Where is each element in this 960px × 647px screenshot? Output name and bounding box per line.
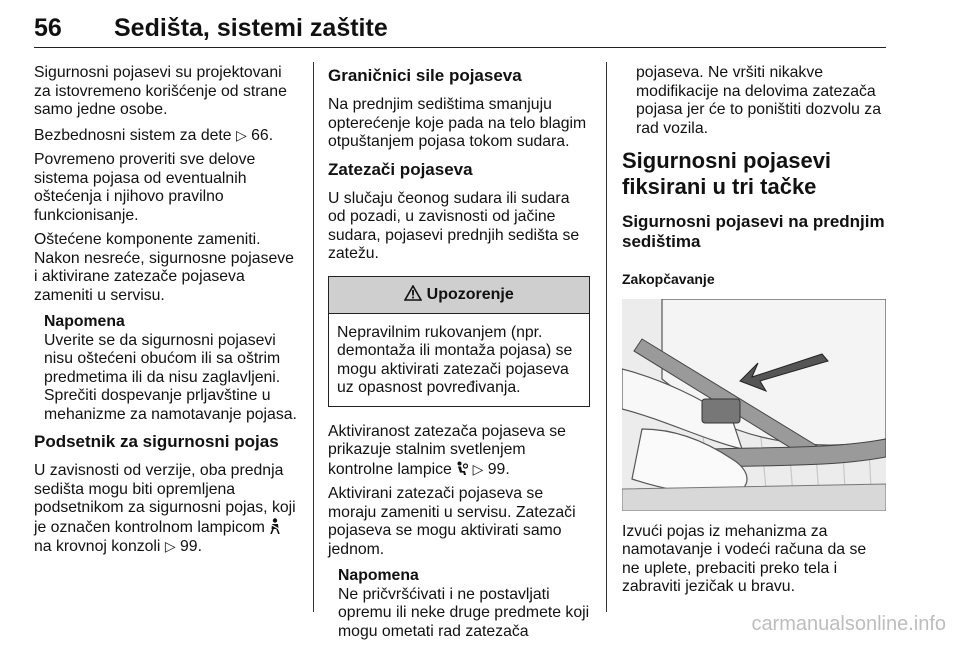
warning-box: [328, 276, 590, 407]
warning-header: [329, 277, 589, 314]
column-divider: [606, 62, 607, 612]
page-reference[interactable]: 99.: [180, 538, 202, 555]
topic-heading: Zakopčavanje: [622, 271, 715, 287]
paragraph: Izvući pojas iz mehanizma za namotavanje i vodeći računa da se ne uplete, prebaciti preko tela i zabraviti jezičak u bravu.: [622, 522, 867, 595]
note-heading: Napomena: [338, 567, 419, 584]
seatbelt-fastening-illustration: [622, 299, 886, 511]
note-heading: Napomena: [44, 313, 125, 330]
page-reference[interactable]: 99.: [487, 460, 510, 478]
paragraph: Povremeno proveriti sve delove sistema pojasa od eventualnih oštećenja i njihovo pravilno funkcionisanje.: [34, 151, 256, 224]
column-1: [34, 64, 300, 563]
ref-arrow-icon: ▷: [164, 538, 176, 554]
paragraph-text: na krovnoj konzoli: [34, 538, 161, 555]
column-3: [622, 64, 888, 603]
paragraph-text: U zavisnosti od verzije, oba prednja sedišta mogu biti opremljena podsetnikom za sigurnosni pojas, koji je označen kontrolnom lampicom: [34, 462, 296, 536]
warning-triangle-icon: [404, 285, 422, 301]
paragraph: U slučaju čeonog sudara ili sudara od pozadi, u zavisnosti od jačine sudara, pojasevi prednjih sedišta se zatežu.: [328, 189, 580, 262]
ref-arrow-icon: ▷: [235, 126, 247, 143]
note-body: Uverite se da sigurnosni pojasevi nisu oštećeni obućom ili sa oštrim predmetima ili da nisu zaglavljeni. Sprečiti dospevanje prljavštine u mehanizme za namotavanje pojasa.: [44, 331, 297, 423]
watermark: carmanualsonline.info: [751, 613, 946, 635]
paragraph: Na prednjim sedištima smanjuju opterećenje koje pada na telo blagim otpuštanjem pojasa tokom sudara.: [328, 96, 587, 150]
paragraph: pojaseva. Ne vršiti nikakve modifikacije na delovima zatezača pojasa jer će to poništiti dozvolu za rad vozila.: [636, 64, 881, 137]
page-number: 56: [34, 14, 62, 42]
ref-arrow-icon: ▷: [472, 460, 484, 477]
paragraph: Aktivirani zatezači pojaseva se moraju zameniti u servisu. Zatezači pojaseva se mogu aktivirati samo jednom.: [328, 485, 576, 558]
warning-heading: Upozorenje: [426, 285, 514, 303]
note-body: Ne pričvršćivati i ne postavljati opremu ili neke druge predmete koji mogu ometati rad zatezača: [338, 585, 590, 640]
paragraph-text: Aktiviranost zatezača pojaseva se prikazuje stalnim svetlenjem kontrolne lampice: [328, 422, 566, 478]
paragraph-text: Bezbednosni sistem za dete: [34, 126, 232, 144]
subsection-heading: Sigurnosni pojasevi na prednjim sedištima: [622, 212, 885, 251]
section-heading: Zatezači pojaseva: [328, 159, 473, 179]
section-heading: Graničnici sile pojaseva: [328, 66, 522, 85]
paragraph: Oštećene komponente zameniti. Nakon nesreće, sigurnosne pojaseve i aktivirane zatezače pojaseva zameniti u servisu.: [34, 231, 294, 304]
warning-body: Nepravilnim rukovanjem (npr. demontaža ili montaža pojasa) se mogu aktivirati zatezači pojaseva uz opasnost povređivanja.: [337, 323, 573, 396]
paragraph: [34, 462, 300, 557]
column-2: [328, 64, 590, 647]
seatbelt-reminder-icon: [269, 518, 281, 534]
section-heading: Podsetnik za sigurnosni pojas: [34, 432, 279, 451]
page-reference[interactable]: 66.: [251, 126, 274, 144]
paragraph: [328, 423, 590, 480]
header-rule: [34, 47, 886, 48]
chapter-heading: Sigurnosni pojasevi fiksirani u tri tačke: [622, 148, 832, 199]
paragraph: Sigurnosni pojasevi su projektovani za istovremeno korišćenje od strane samo jedne osobe.: [34, 64, 287, 118]
column-divider: [313, 62, 314, 612]
paragraph: [34, 126, 300, 146]
page-title: Sedišta, sistemi zaštite: [114, 14, 388, 42]
page-header: [34, 8, 886, 50]
airbag-tensioner-icon: [456, 461, 468, 476]
